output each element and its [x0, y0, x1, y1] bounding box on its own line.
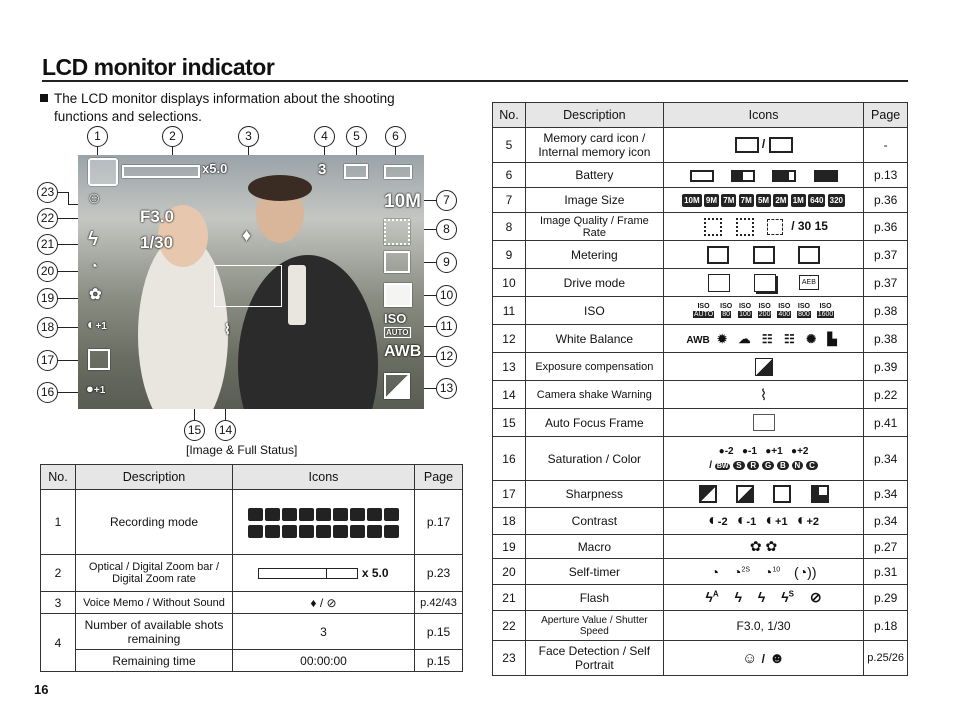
- osd-zoom-rate: x5.0: [202, 161, 228, 176]
- saturation-icon: ●: [765, 446, 772, 457]
- image-size-icon: 10M: [684, 195, 700, 205]
- row-page: p.38: [864, 325, 908, 353]
- iso-label: ISO: [797, 302, 810, 310]
- custom-wb-icon: ▙: [827, 331, 837, 346]
- row-no: 8: [493, 213, 526, 241]
- row-no: 13: [493, 353, 526, 381]
- drive-mode-icon: [754, 274, 776, 292]
- quality-icon: [736, 218, 754, 236]
- table-row: [493, 241, 908, 269]
- recording-mode-icon: [88, 158, 118, 186]
- contrast-icon: ◐: [708, 512, 718, 529]
- separator: /: [761, 137, 766, 152]
- macro-icon: ✿: [89, 286, 102, 303]
- row-page: p.38: [864, 297, 908, 325]
- memory-card-icon: [735, 137, 759, 153]
- row-page: p.29: [864, 585, 908, 611]
- table-row: [493, 325, 908, 353]
- row-page: -: [864, 128, 908, 163]
- battery-icon: [690, 170, 714, 182]
- sharpness-icon: [88, 349, 110, 370]
- metering-icon: [798, 246, 820, 264]
- drive-mode-icon: [708, 274, 730, 292]
- intro-line-2: functions and selections.: [54, 109, 202, 124]
- metering-icon: [384, 251, 410, 273]
- row-page: p.17: [415, 490, 463, 555]
- saturation-icon: ●: [718, 446, 725, 457]
- row-no: 4: [41, 614, 76, 672]
- exposure-compensation-icons: [663, 353, 863, 381]
- exposure-icon: [755, 358, 773, 376]
- metering-icons: [663, 241, 863, 269]
- battery-icon: [814, 170, 838, 182]
- table-row: [493, 585, 908, 611]
- iso-value: 1600: [817, 310, 834, 318]
- iso-value: 80: [722, 310, 731, 318]
- row-page: p.41: [864, 409, 908, 437]
- row-page: p.34: [864, 437, 908, 481]
- row-no: 7: [493, 188, 526, 213]
- row-description: ISO: [525, 297, 663, 325]
- row-description: Recording mode: [76, 490, 233, 555]
- header-no: No.: [41, 465, 76, 490]
- row-page: p.25/26: [864, 641, 908, 676]
- image-size-icon: 7M: [740, 195, 752, 205]
- header-icons: Icons: [233, 465, 415, 490]
- quality-icon: [704, 218, 722, 236]
- intro-text: [40, 90, 440, 126]
- image-size-icon: 2M: [775, 195, 787, 205]
- iso-value: AUTO: [693, 310, 714, 318]
- shake-warning-icon: ⌇: [224, 321, 231, 337]
- callout-3: 3: [238, 126, 259, 147]
- table-row: [493, 213, 908, 241]
- row-page: p.23: [415, 555, 463, 592]
- title-rule: [42, 80, 908, 82]
- header-page: Page: [415, 465, 463, 490]
- intro-line-1: The LCD monitor displays information about the shooting: [54, 91, 395, 106]
- sharpness-icon: [773, 485, 791, 503]
- row-no: 23: [493, 641, 526, 676]
- iso-value: 100: [739, 310, 751, 318]
- image-size-icon: 1M: [792, 195, 804, 205]
- af-frame-icon: [753, 414, 775, 431]
- groom-shirt: [288, 265, 306, 325]
- row-page: p.13: [864, 163, 908, 188]
- color-icon: N: [792, 461, 804, 470]
- voice-memo-icons: [233, 592, 415, 614]
- color-icon: R: [747, 461, 759, 470]
- metering-icon: [707, 246, 729, 264]
- awb-icon: AWB: [686, 334, 710, 346]
- color-icon: G: [762, 461, 774, 470]
- table-row: [41, 650, 463, 672]
- drive-mode-icon: [384, 283, 412, 307]
- iso-icons: [663, 297, 863, 325]
- fluorescent-icon: ☷: [761, 331, 773, 346]
- callout-2: 2: [162, 126, 183, 147]
- sharpness-icons: [663, 481, 863, 508]
- iso-value: 400: [778, 310, 791, 318]
- table-row: [41, 490, 463, 555]
- iso-value: 800: [798, 310, 810, 318]
- face-detection-icon: ☺: [742, 649, 758, 667]
- table-row: [493, 128, 908, 163]
- row-page: p.15: [415, 614, 463, 650]
- table-row: [493, 409, 908, 437]
- row-description: Metering: [525, 241, 663, 269]
- contrast-icon: ◐+1: [87, 316, 107, 332]
- separator: /: [319, 595, 324, 610]
- row-page: p.27: [864, 535, 908, 559]
- row-no: 9: [493, 241, 526, 269]
- saturation-icon: ●: [741, 446, 748, 457]
- row-no: 6: [493, 163, 526, 188]
- row-value: 00:00:00: [233, 650, 415, 672]
- color-icon: BW: [716, 463, 729, 470]
- fluorescent-icon: ☷: [783, 331, 795, 346]
- saturation-level: +1: [771, 446, 783, 457]
- fill-flash-icon: ϟ: [757, 589, 766, 605]
- row-description: Image Size: [525, 188, 663, 213]
- row-no: 16: [493, 437, 526, 481]
- row-page: p.42/43: [415, 592, 463, 614]
- self-timer-icons: [663, 559, 863, 585]
- table-row: [41, 614, 463, 650]
- redeye-flash-icon: ϟ: [734, 589, 743, 605]
- osd-shutter: 1/30: [140, 233, 174, 252]
- tungsten-icon: ✺: [806, 331, 817, 346]
- frame-rate-30: 30: [797, 218, 812, 233]
- callout-11: 11: [436, 316, 457, 337]
- iso-label: ISO: [819, 302, 832, 310]
- zoom-rate-text: x 5.0: [361, 566, 389, 580]
- color-icon: S: [733, 461, 744, 470]
- zoom-bar-icon: [233, 555, 415, 592]
- callout-23: 23: [37, 182, 58, 203]
- table-row: [493, 611, 908, 641]
- callout-8: 8: [436, 219, 457, 240]
- header-description: Description: [76, 465, 233, 490]
- callout-14: 14: [215, 420, 236, 441]
- self-timer-icon: ◔: [89, 258, 99, 275]
- row-no: 19: [493, 535, 526, 559]
- saturation-icons: [663, 437, 863, 481]
- mute-icon: ⊘: [326, 595, 337, 610]
- row-description: Auto Focus Frame: [525, 409, 663, 437]
- color-icon: C: [806, 461, 818, 470]
- contrast-icon: ◐: [796, 512, 807, 529]
- frame-rate-15: 15: [814, 218, 828, 233]
- row-no: 20: [493, 559, 526, 585]
- row-description: Self-timer: [525, 559, 663, 585]
- iso-label: ISO: [758, 302, 771, 310]
- battery-icons: [663, 163, 863, 188]
- row-page: p.36: [864, 188, 908, 213]
- row-value: 3: [233, 614, 415, 650]
- microphone-icon: ♦: [242, 225, 252, 245]
- table-row: [493, 508, 908, 535]
- auto-focus-frame: [214, 265, 282, 307]
- microphone-icon: ♦: [310, 595, 317, 610]
- separator: /: [761, 651, 765, 666]
- row-description: Sharpness: [525, 481, 663, 508]
- row-description: Memory card icon / Internal memory icon: [525, 128, 663, 163]
- row-description: Optical / Digital Zoom bar / Digital Zoom rate: [76, 555, 233, 592]
- callout-9: 9: [436, 252, 457, 273]
- callout-7: 7: [436, 190, 457, 211]
- flash-label: S: [788, 589, 794, 599]
- row-no: 5: [493, 128, 526, 163]
- callout-21: 21: [37, 234, 58, 255]
- face-detection-icons: [663, 641, 863, 676]
- callout-13: 13: [436, 378, 457, 399]
- self-timer-double-icon: ◔$^{10}$: [763, 563, 781, 580]
- row-description: Camera shake Warning: [525, 381, 663, 409]
- left-table: [40, 464, 463, 672]
- table-row: [493, 535, 908, 559]
- header-description: Description: [525, 103, 663, 128]
- shake-warning-icons: [663, 381, 863, 409]
- callout-19: 19: [37, 288, 58, 309]
- osd-contrast: +1: [95, 321, 107, 332]
- callout-leader: [58, 192, 68, 193]
- contrast-icons: [663, 508, 863, 535]
- self-timer-2s-icon: ◔$^{2S}$: [732, 563, 750, 580]
- callout-17: 17: [37, 350, 58, 371]
- osd-saturation: +1: [93, 385, 106, 396]
- page-title: LCD monitor indicator: [42, 54, 275, 80]
- groom-hair: [248, 175, 312, 201]
- timer-label: 2S: [741, 565, 750, 573]
- row-page: p.39: [864, 353, 908, 381]
- image-size-icon: 5M: [757, 195, 770, 205]
- row-page: p.31: [864, 559, 908, 585]
- image-caption: [Image & Full Status]: [186, 443, 298, 457]
- white-balance-icons: [663, 325, 863, 353]
- saturation-level: -2: [724, 446, 734, 457]
- callout-1: 1: [87, 126, 108, 147]
- row-page: p.37: [864, 269, 908, 297]
- row-description: Remaining time: [76, 650, 233, 672]
- row-description: Image Quality / Frame Rate: [525, 213, 663, 241]
- row-no: 3: [41, 592, 76, 614]
- row-description: Voice Memo / Without Sound: [76, 592, 233, 614]
- table-row: [493, 297, 908, 325]
- bullet-square-icon: [40, 94, 48, 102]
- row-description: White Balance: [525, 325, 663, 353]
- page-number: 16: [34, 682, 49, 697]
- iso-label: ISO: [720, 302, 733, 310]
- iso-value: 200: [758, 310, 771, 318]
- row-page: p.37: [864, 241, 908, 269]
- lcd-preview-image: [78, 155, 424, 409]
- row-description: Battery: [525, 163, 663, 188]
- auto-flash-icon: $ϟ^A$: [705, 589, 719, 605]
- contrast-level: +2: [806, 516, 819, 528]
- callout-5: 5: [346, 126, 367, 147]
- battery-icon: [384, 165, 412, 179]
- row-page: p.22: [864, 381, 908, 409]
- row-no: 17: [493, 481, 526, 508]
- osd-aperture: F3.0: [140, 207, 175, 226]
- callout-4: 4: [314, 126, 335, 147]
- table-row: [493, 353, 908, 381]
- row-page: p.15: [415, 650, 463, 672]
- table-row: [493, 437, 908, 481]
- timer-label: 10: [772, 565, 781, 573]
- callout-10: 10: [436, 285, 457, 306]
- right-table: [492, 102, 908, 676]
- row-page: p.36: [864, 213, 908, 241]
- saturation-icon: ●: [791, 446, 798, 457]
- row-description: Aperture Value / Shutter Speed: [525, 611, 663, 641]
- drive-mode-icons: [663, 269, 863, 297]
- header-icons: Icons: [663, 103, 863, 128]
- table-row: [493, 163, 908, 188]
- image-size-icons: [663, 188, 863, 213]
- row-no: 10: [493, 269, 526, 297]
- auto-macro-icon: ✿: [749, 538, 762, 554]
- row-description: Contrast: [525, 508, 663, 535]
- aeb-icon: AEB: [799, 275, 819, 290]
- quality-icon: [767, 219, 783, 235]
- callout-22: 22: [37, 208, 58, 229]
- table-row: [493, 381, 908, 409]
- shake-warning-icon: ⌇: [759, 386, 768, 404]
- image-size-icon: 320: [829, 195, 844, 205]
- contrast-level: +1: [775, 516, 788, 528]
- image-size-icon: 9M: [705, 195, 718, 205]
- self-portrait-icon: ☻: [769, 649, 785, 667]
- iso-label: ISO: [738, 302, 752, 310]
- table-row: [493, 188, 908, 213]
- slow-sync-flash-icon: $ϟ^S$: [781, 589, 794, 605]
- iso-label: ISO: [697, 302, 710, 310]
- separator: /: [709, 460, 713, 471]
- callout-6: 6: [385, 126, 406, 147]
- saturation-icon: ●+1: [86, 381, 106, 396]
- row-no: 15: [493, 409, 526, 437]
- row-no: 1: [41, 490, 76, 555]
- row-page: p.34: [864, 481, 908, 508]
- motion-timer-icon: (◔)): [794, 563, 817, 580]
- osd-iso-auto: AUTO: [386, 328, 409, 337]
- table-row: [41, 555, 463, 592]
- callout-18: 18: [37, 317, 58, 338]
- row-no: 2: [41, 555, 76, 592]
- image-size-icon: 640: [810, 195, 824, 205]
- sharpness-icon: [811, 485, 829, 503]
- saturation-level: -1: [747, 446, 757, 457]
- callout-15: 15: [184, 420, 205, 441]
- internal-memory-icon: [769, 137, 793, 153]
- battery-icon: [772, 170, 796, 182]
- osd-white-balance: AWB: [384, 343, 422, 360]
- color-icon: B: [777, 461, 789, 470]
- header-no: No.: [493, 103, 526, 128]
- quality-icons: / 30 15: [663, 213, 863, 241]
- flash-label: A: [712, 589, 719, 599]
- zoom-bar: [122, 165, 200, 178]
- table-row: [41, 592, 463, 614]
- osd-shots-remaining: 3: [318, 161, 327, 178]
- flash-icons: [663, 585, 863, 611]
- row-value: F3.0, 1/30: [663, 611, 863, 641]
- battery-icon: [731, 170, 755, 182]
- callout-leader: [68, 192, 69, 204]
- row-description: Face Detection / Self Portrait: [525, 641, 663, 676]
- image-size-icon: 7M: [723, 195, 735, 205]
- sharpness-icon: [736, 485, 754, 503]
- row-page: p.18: [864, 611, 908, 641]
- contrast-level: -2: [717, 516, 728, 528]
- osd-iso: ISO: [384, 311, 407, 326]
- row-no: 12: [493, 325, 526, 353]
- af-frame-icons: [663, 409, 863, 437]
- flash-icon: ϟ: [88, 229, 99, 250]
- row-description: Macro: [525, 535, 663, 559]
- flash-off-icon: ⊘: [809, 589, 822, 605]
- row-no: 11: [493, 297, 526, 325]
- macro-icon: ✿: [765, 538, 778, 554]
- memory-icons: [663, 128, 863, 163]
- face-detection-icon: ☺: [86, 190, 103, 207]
- row-no: 22: [493, 611, 526, 641]
- row-no: 14: [493, 381, 526, 409]
- contrast-icon: ◐: [736, 512, 747, 529]
- callout-16: 16: [37, 382, 58, 403]
- macro-icons: [663, 535, 863, 559]
- metering-icon: [753, 246, 775, 264]
- row-no: 18: [493, 508, 526, 535]
- sharpness-icon: [699, 485, 717, 503]
- table-row: [493, 559, 908, 585]
- contrast-icon: ◐: [765, 512, 776, 529]
- self-timer-icon: ◔: [710, 563, 720, 580]
- row-no: 21: [493, 585, 526, 611]
- iso-label: ISO: [778, 302, 791, 310]
- cloudy-icon: ☁: [738, 331, 751, 346]
- daylight-icon: ✹: [717, 331, 728, 346]
- recording-mode-icons: [233, 490, 415, 555]
- table-row: [493, 641, 908, 676]
- exposure-icon: [384, 373, 410, 399]
- header-page: Page: [864, 103, 908, 128]
- row-description: Flash: [525, 585, 663, 611]
- memory-card-icon: [344, 164, 368, 179]
- row-page: p.34: [864, 508, 908, 535]
- osd-image-size: 10M: [384, 191, 421, 212]
- contrast-level: -1: [746, 516, 757, 528]
- callout-12: 12: [436, 346, 457, 367]
- quality-icon: [384, 219, 410, 245]
- row-description: Number of available shots remaining: [76, 614, 233, 650]
- table-row: [493, 481, 908, 508]
- callout-20: 20: [37, 261, 58, 282]
- saturation-level: +2: [797, 446, 809, 457]
- row-description: Exposure compensation: [525, 353, 663, 381]
- table-row: [493, 269, 908, 297]
- row-description: Drive mode: [525, 269, 663, 297]
- row-description: Saturation / Color: [525, 437, 663, 481]
